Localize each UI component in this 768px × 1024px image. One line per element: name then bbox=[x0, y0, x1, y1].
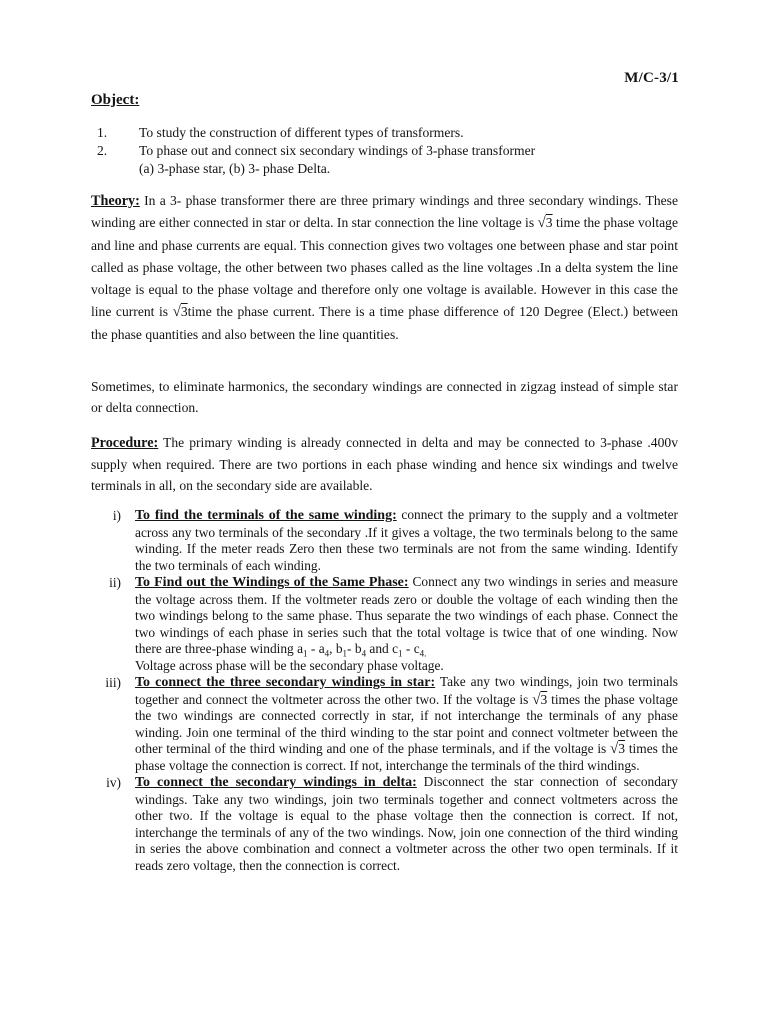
step-term: - b bbox=[347, 641, 362, 656]
step-number: iii) bbox=[105, 675, 121, 690]
step-number: iv) bbox=[106, 775, 121, 790]
object-item-text: To study the construction of different types of transformers. bbox=[139, 125, 464, 140]
step-term: and c bbox=[366, 641, 399, 656]
radicand: 3 bbox=[180, 304, 188, 320]
theory-text-1: In a 3- phase transformer there are three primary windings and three secondary windings. These winding are either connected in star or delta. In star connection the line voltage is bbox=[91, 193, 678, 231]
step-title: To Find out the Windings of the Same Phase: bbox=[135, 575, 409, 590]
procedure-step bbox=[91, 774, 678, 874]
radical-sign: √ bbox=[610, 741, 619, 757]
sqrt3-symbol bbox=[610, 741, 625, 756]
step-number: i) bbox=[112, 508, 121, 523]
step-text-end: Voltage across phase will be the secondary phase voltage. bbox=[135, 657, 444, 673]
step-title: To connect the three secondary windings in star: bbox=[135, 675, 436, 690]
procedure-step bbox=[91, 507, 678, 574]
subscript: 1 bbox=[342, 648, 348, 659]
radical-sign: √ bbox=[537, 215, 546, 232]
step-text-2: times the phase voltage the two windings are connected correctly in star, if not interchange the terminals of any phase winding. Join one terminal of the third winding to the star point and connect voltmeter between the other terminal of the third winding and one of the phase terminals, and if the voltage is bbox=[135, 691, 678, 756]
step-text: connect the primary to the supply and a voltmeter across any two terminals of the secondary .If it gives a voltage, the two terminals belong to the same winding. If the meter reads Zero then these two terminals are not from the same winding. Identify the two terminals of each winding. bbox=[135, 507, 678, 573]
subscript: 4 bbox=[324, 648, 330, 659]
procedure-step bbox=[91, 574, 678, 674]
step-text: Disconnect the star connection of secondary windings. Take any two windings, join two terminals together and connect voltmeters across the other two. If the voltage is equal to the phase voltage then the connection is correct. If not, interchange the terminals of any of the two windings. Now, join one connection of the third winding in series the above combination and connect a voltmeter across the other two open terminals. If it reads zero voltage, then the connection is correct. bbox=[135, 774, 679, 873]
step-text-1: Take any two windings, join two terminals together and connect the voltmeter across the other two. If the voltage is bbox=[135, 674, 678, 707]
object-item-text: To phase out and connect six secondary windings of 3-phase transformer bbox=[139, 143, 536, 158]
object-item bbox=[91, 142, 691, 178]
subscript: 1 bbox=[303, 648, 308, 659]
theory-text-3: time the phase current. There is a time phase difference of 120 Degree (Elect.) between the phase quantities and also between the line quantities. bbox=[91, 304, 679, 342]
step-number: ii) bbox=[109, 575, 121, 590]
step-title: To find the terminals of the same winding: bbox=[135, 508, 397, 523]
sqrt3-symbol bbox=[532, 692, 547, 707]
procedure-steps bbox=[91, 507, 678, 874]
object-heading-colon: : bbox=[134, 92, 140, 108]
step-title: To connect the secondary windings in delta: bbox=[135, 775, 417, 790]
radical-sign: √ bbox=[532, 691, 541, 708]
object-heading bbox=[91, 92, 139, 109]
procedure-heading: Procedure: bbox=[91, 435, 159, 451]
radicand: 3 bbox=[540, 691, 548, 707]
radicand: 3 bbox=[618, 741, 626, 756]
sqrt3-symbol bbox=[173, 304, 188, 319]
step-text-3: times the phase voltage the connection is correct. If not, interchange the terminals of the third windings. bbox=[135, 741, 678, 773]
object-list bbox=[91, 124, 691, 178]
object-item bbox=[91, 124, 691, 142]
radical-sign: √ bbox=[172, 304, 181, 321]
procedure-text: The primary winding is already connected in delta and may be connected to 3-phase .400v supply when required. There are two portions in each phase winding and hence six windings and twelve terminals in all, on the secondary side are available. bbox=[91, 435, 678, 493]
subscript: 4. bbox=[419, 648, 427, 659]
theory-text-2: time the phase voltage and line and phase currents are equal. This connection gives two voltages one between phase and star point called as phase voltage, the other between two phases called as the line voltages .In a delta system the line voltage is equal to the phase voltage and therefore only one voltage is available. However in this case the line current is bbox=[91, 215, 679, 320]
zigzag-paragraph: Sometimes, to eliminate harmonics, the secondary windings are connected in zigzag instead of simple star or delta connection. bbox=[91, 379, 678, 415]
radicand: 3 bbox=[545, 215, 553, 231]
procedure-paragraph bbox=[91, 432, 678, 496]
object-heading-text: Object bbox=[91, 92, 135, 108]
procedure-step bbox=[91, 674, 678, 774]
subscript: 4 bbox=[361, 648, 367, 659]
object-item-number: 2. bbox=[97, 143, 108, 158]
step-term: , b bbox=[329, 641, 343, 656]
page-reference: M/C-3/1 bbox=[624, 70, 679, 86]
object-item-continuation: (a) 3-phase star, (b) 3- phase Delta. bbox=[139, 161, 331, 176]
step-text: Connect any two windings in series and measure the voltage across them. If the voltmeter reads zero or double the voltage of each winding then the two windings belong to the same phase. Thus separate the two windings of each phase. Connect the two windings of each phase in series such that the total voltage is twice that of one winding. Now there are three-phase winding a bbox=[135, 574, 678, 656]
sqrt3-symbol bbox=[538, 215, 553, 230]
step-term: - c bbox=[402, 641, 420, 656]
step-term: - a bbox=[307, 641, 325, 656]
theory-heading: Theory: bbox=[91, 193, 140, 209]
object-item-number: 1. bbox=[97, 125, 108, 140]
theory-paragraph bbox=[91, 190, 678, 346]
subscript: 1 bbox=[398, 648, 403, 659]
